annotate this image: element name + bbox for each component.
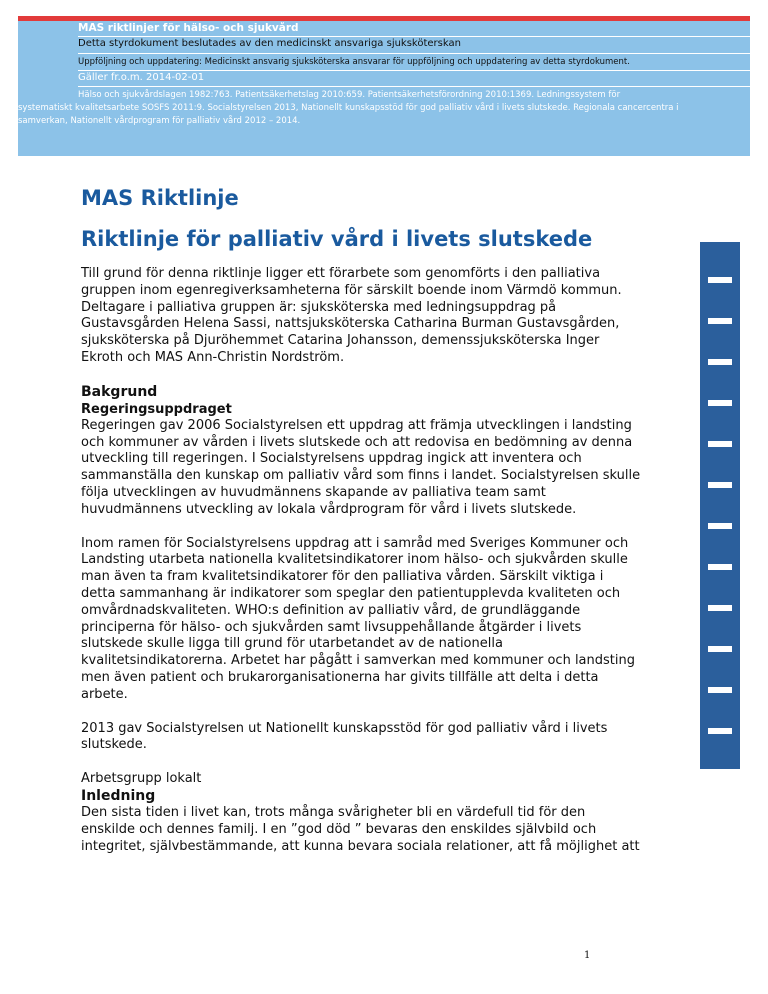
section-heading-introduction: Inledning (81, 787, 156, 804)
government-paragraph: Regeringen gav 2006 Socialstyrelsen ett uppdrag att främja utvecklingen i landsting och kommuner av vården i livets slutskede och att redovisa en bedömning av denna utveckling till regeringen. I Socialstyrelsens uppdrag ingick att inventera och sammanställa den kunskap om palliativ vård som finns i landet. Socialstyrelsen skulle följa utvecklingen av huvudmännens skapande av palliativa team samt huvudmännens utveckling av lokala vårdprogram för vård i livets slutskede. (81, 417, 641, 517)
decorative-connector (700, 605, 740, 611)
decorative-block (700, 324, 740, 359)
decorative-block (700, 488, 740, 523)
decorative-connector (700, 277, 740, 283)
decorative-block (700, 652, 740, 687)
decorative-block (700, 570, 740, 605)
header-divider (78, 53, 750, 54)
decorative-connector (700, 359, 740, 365)
decorative-block (700, 611, 740, 646)
decorative-connector (700, 728, 740, 734)
header-decided-by: Detta styrdokument beslutades av den medicinskt ansvariga sjuksköterskan (78, 38, 461, 49)
header-divider (78, 86, 750, 87)
decorative-connector (700, 318, 740, 324)
decorative-connector (700, 523, 740, 529)
decorative-block (700, 447, 740, 482)
subsection-heading-government: Regeringsuppdraget (81, 401, 232, 417)
decorative-connector (700, 482, 740, 488)
decorative-block (700, 529, 740, 564)
page-number: 1 (584, 950, 591, 961)
indicators-paragraph: Inom ramen för Socialstyrelsens uppdrag att i samråd med Sveriges Kommuner och Landsting utarbeta nationella kvalitetsindikatorer inom hälso- och sjukvården skulle man även ta fram kvalitetsindikatorer för den palliativa vården. Särskilt viktiga i detta sammanhang är indikatorer som speglar den patientupplevda kvaliteten och omvårdnadskvaliteten. WHO:s definition av palliativ vård, de grundläggande principerna för hälso- och sjukvården samt livsuppehållande åtgärder i livets slutskede skulle ligga till grund för utarbetandet av de nationella kvalitetsindikatorerna. Arbetet har pågått i samverkan med kommuner och landsting men även patient och brukarorganisationerna har givits tillfälle att delta i detta arbete. (81, 535, 635, 702)
header-divider (78, 36, 750, 37)
decorative-block (700, 365, 740, 400)
decorative-connector (700, 400, 740, 406)
header-valid-from: Gäller fr.o.m. 2014-02-01 (78, 72, 205, 83)
header-title: MAS riktlinjer för hälso- och sjukvård (78, 22, 299, 34)
header-followup: Uppföljning och uppdatering: Medicinskt ansvarig sjuksköterska ansvarar för uppföljning och uppdatering av detta styrdokument. (78, 57, 630, 67)
header-references (18, 89, 750, 128)
references-line: samverkan, Nationellt vårdprogram för palliativ vård 2012 – 2014. (18, 116, 301, 126)
introduction-paragraph: Den sista tiden i livet kan, trots många svårigheter bli en värdefull tid för den enskilde och dennes familj. I en ”god död ” bevaras den enskildes självbild och integritet, självbestämmande, att kunna bevara sociala relationer, att få möjlighet att (81, 804, 640, 854)
publication-paragraph: 2013 gav Socialstyrelsen ut Nationellt kunskapsstöd för god palliativ vård i livets slutskede. (81, 720, 608, 753)
document-subtitle: Riktlinje för palliativ vård i livets slutskede (81, 227, 593, 251)
document-header (18, 21, 750, 156)
decorative-block-column (700, 242, 740, 769)
document-body (81, 266, 641, 872)
section-heading-background: Bakgrund (81, 383, 158, 400)
decorative-block (700, 693, 740, 728)
decorative-connector (700, 441, 740, 447)
decorative-block (700, 734, 740, 769)
decorative-connector (700, 564, 740, 570)
header-divider (78, 70, 750, 71)
local-group-label: Arbetsgrupp lokalt (81, 771, 202, 787)
decorative-block (700, 406, 740, 441)
references-line: systematiskt kvalitetsarbete SOSFS 2011:9. Socialstyrelsen 2013, Nationellt kunskapsstöd för god palliativ vård i livets slutskede. Regionala cancercentra i (18, 103, 679, 113)
intro-paragraph: Till grund för denna riktlinje ligger ett förarbete som genomförts i den palliativa gruppen inom egenregiverksamheterna för särskilt boende inom Värmdö kommun. Deltagare i palliativa gruppen är: sjuksköterska med ledningsuppdrag på Gustavsgården Helena Sassi, nattsjuksköterska Catharina Burman Gustavsgården, sjuksköterska på Djuröhemmet Catarina Johansson, demenssjuksköterska Inger Ekroth och MAS Ann-Christin Nordström. (81, 266, 622, 365)
decorative-block (700, 242, 740, 277)
document-title: MAS Riktlinje (81, 186, 239, 210)
decorative-block (700, 283, 740, 318)
decorative-connector (700, 646, 740, 652)
references-line: Hälso och sjukvårdslagen 1982:763. Patientsäkerhetslag 2010:659. Patientsäkerhetsförordning 2010:1369. Ledningssystem för (78, 90, 621, 100)
decorative-connector (700, 687, 740, 693)
